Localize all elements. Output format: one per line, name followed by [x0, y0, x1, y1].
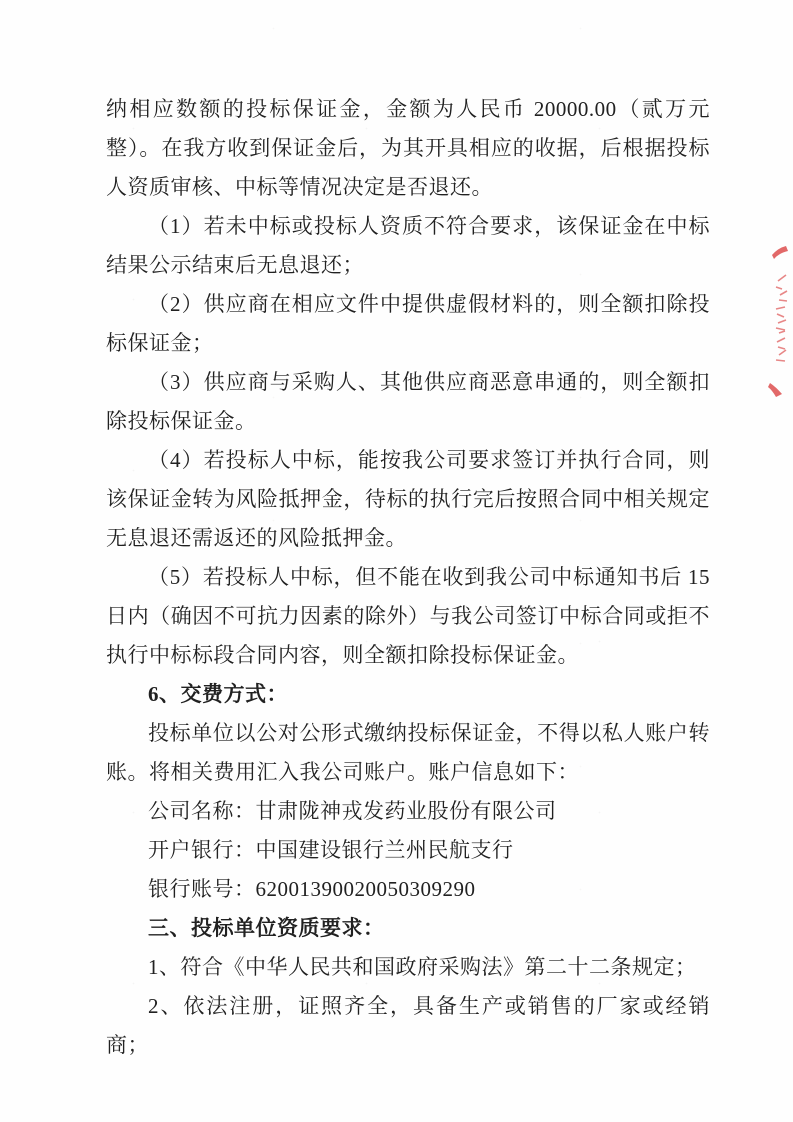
heading-qualification-requirements: 三、投标单位资质要求：	[148, 916, 385, 940]
list-item-3: （3）供应商与采购人、其他供应商恶意串通的，则全额扣除投标保证金。	[106, 370, 710, 433]
paragraph-payment-info: 投标单位以公对公形式缴纳投标保证金，不得以私人账户转账。将相关费用汇入我公司账户。账户信息如下：	[106, 721, 710, 784]
requirement-item-1: 1、符合《中华人民共和国政府采购法》第二十二条规定；	[148, 955, 697, 979]
list-item-4: （4）若投标人中标，能按我公司要求签订并执行合同，则该保证金转为风险抵押金，待标的执行完后按照合同中相关规定无息退还需返还的风险抵押金。	[106, 448, 710, 550]
heading-payment-method: 6、交费方式：	[148, 682, 288, 706]
account-company-name: 公司名称：甘肃陇神戎发药业股份有限公司	[148, 799, 557, 823]
account-bank-name: 开户银行：中国建设银行兰州民航支行	[148, 838, 514, 862]
list-item-5: （5）若投标人中标，但不能在收到我公司中标通知书后 15 日内（确因不可抗力因素的除外）与我公司签订中标合同或拒不执行中标标段合同内容，则全额扣除投标保证金。	[106, 565, 710, 667]
edge-seal-fragment-icon	[766, 243, 792, 399]
requirement-item-2: 2、依法注册，证照齐全，具备生产或销售的厂家或经销商；	[106, 994, 710, 1057]
paragraph-continued: 纳相应数额的投标保证金，金额为人民币 20000.00（贰万元整）。在我方收到保证金后，为其开具相应的收据，后根据投标人资质审核、中标等情况决定是否退还。	[106, 97, 710, 199]
account-bank-number: 银行账号：62001390020050309290	[148, 877, 476, 901]
document-body	[106, 90, 710, 1065]
list-item-1: （1）若未中标或投标人资质不符合要求，该保证金在中标结果公示结束后无息退还；	[106, 214, 710, 277]
list-item-2: （2）供应商在相应文件中提供虚假材料的，则全额扣除投标保证金；	[106, 292, 710, 355]
